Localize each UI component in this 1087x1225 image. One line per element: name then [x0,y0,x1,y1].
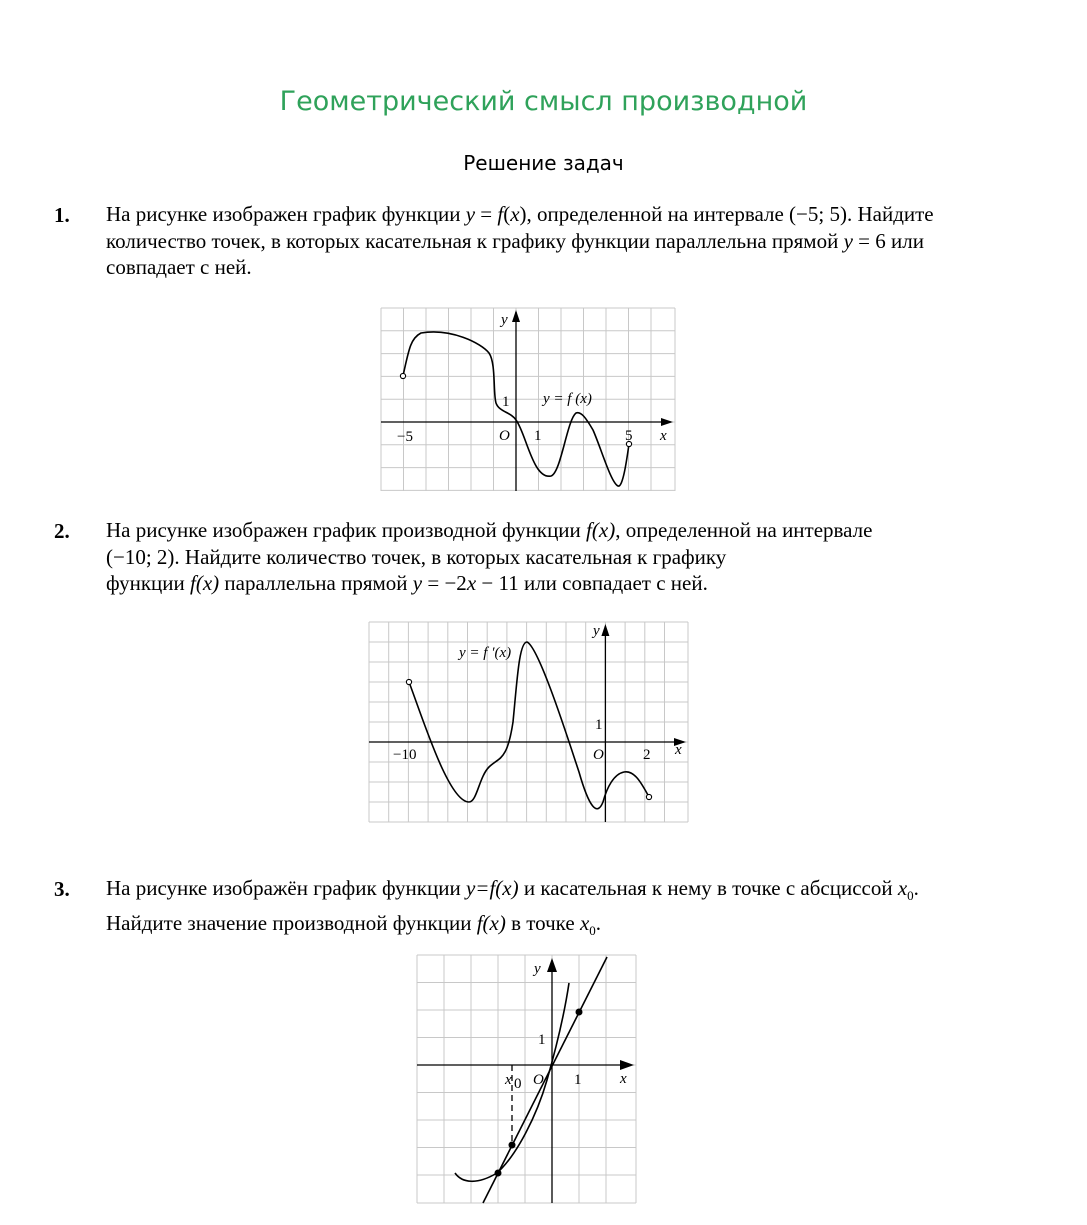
problem-3-grid [417,955,636,1203]
problem-1-grid [381,308,675,491]
math-italic: f(x) [586,518,616,542]
problem-1-figure [381,308,675,491]
problem-2-figure [369,622,688,822]
problem-3-x0-sub: 0 [514,1076,522,1092]
math-subscript: 0 [907,888,914,904]
problem-3-number: 3. [54,877,70,901]
problem-1-open-point-left [400,373,405,378]
problem-3-point-high [576,1009,583,1016]
problem-2-y-arrow [601,624,609,636]
problem-1-x-arrow [661,418,673,426]
math-italic: x [466,571,477,595]
problem-3-point-low [495,1170,502,1177]
math-italic: x [510,202,520,226]
problem-3-x0-label: x [505,1072,512,1088]
problem-text-line: Найдите значение производной функции f(x) в точке $x_0$. [106,910,602,938]
problem-1-text [106,201,1066,281]
problem-3-point-x0 [509,1142,516,1149]
math-italic: f(x) [190,571,220,595]
problem-1-y-label: y [501,312,508,328]
problem-2-open-point-right [646,794,651,799]
problem-2-grid [369,622,688,822]
problem-text-line: количество точек, в которых касательная к графику функции параллельна прямой y = 6 или [106,228,924,253]
math-subscript: 0 [589,922,596,938]
problem-2-number: 2. [54,519,70,543]
problem-1-tick-1: 1 [534,428,542,444]
problem-text-line: (−10; 2). Найдите количество точек, в которых касательная к графику [106,544,727,569]
problem-1-origin: O [499,428,510,444]
problem-2-tick-2: 2 [643,747,651,763]
problem-text-line: совпадает с ней. [106,255,252,279]
problem-3-tick-1: 1 [574,1072,582,1088]
problem-1-ytick-1: 1 [502,394,510,410]
math-italic: f [497,202,504,226]
problem-2-y-label: y [593,623,600,639]
problem-2-x-label: x [675,742,682,758]
problem-2-text [106,517,1066,597]
problem-1-number: 1. [54,203,70,227]
problem-text-line: На рисунке изображен график функции y = f(x), определенной на интервале (−5; 5). Найдите [106,202,934,226]
page-title: Геометрический смысл производной [279,86,808,117]
math-italic: y [843,228,853,253]
math-italic: x [579,910,590,935]
problem-3-origin: O [533,1072,544,1088]
problem-3-text [106,875,1066,944]
problem-2-open-point-left [406,679,411,684]
math-italic: y [465,202,476,226]
math-italic: y [412,571,423,595]
problem-2-origin: O [593,747,604,763]
math-italic: y=f(x) [465,876,519,900]
problem-text-line: На рисунке изображен график производной функции f(x), определенной на интервале [106,518,873,542]
problem-3-y-label: y [534,961,541,977]
problem-3-ytick-1: 1 [538,1032,546,1048]
problem-3-figure [417,955,636,1203]
problem-text-line: функции f(x) параллельна прямой y = −2x − 11 или совпадает с ней. [106,571,708,595]
problem-1-x-label: x [660,428,667,444]
math-italic: x [897,876,908,900]
problem-3-tangent-line [483,957,607,1203]
problem-3-x-arrow [620,1060,634,1070]
problem-3-x-label: x [620,1071,627,1087]
math-italic: f(x) [476,910,506,935]
problem-2-ytick-1: 1 [595,717,603,733]
problem-1-y-arrow [512,310,520,322]
problem-2-curve-label: y = f ′(x) [459,645,512,661]
problem-2-curve [409,642,649,809]
problem-2-tick-minus10: −10 [393,747,417,763]
page-subtitle: Решение задач [463,151,624,175]
problem-1-curve-label: y = f (x) [543,391,592,407]
problem-1-tick-minus5: −5 [397,429,413,445]
problem-3-y-arrow [547,958,557,972]
problem-text-line: На рисунке изображён график функции y=f(x) и касательная к нему в точке с абсциссой $x_0$. [106,876,919,904]
problem-1-tick-5: 5 [625,428,633,444]
